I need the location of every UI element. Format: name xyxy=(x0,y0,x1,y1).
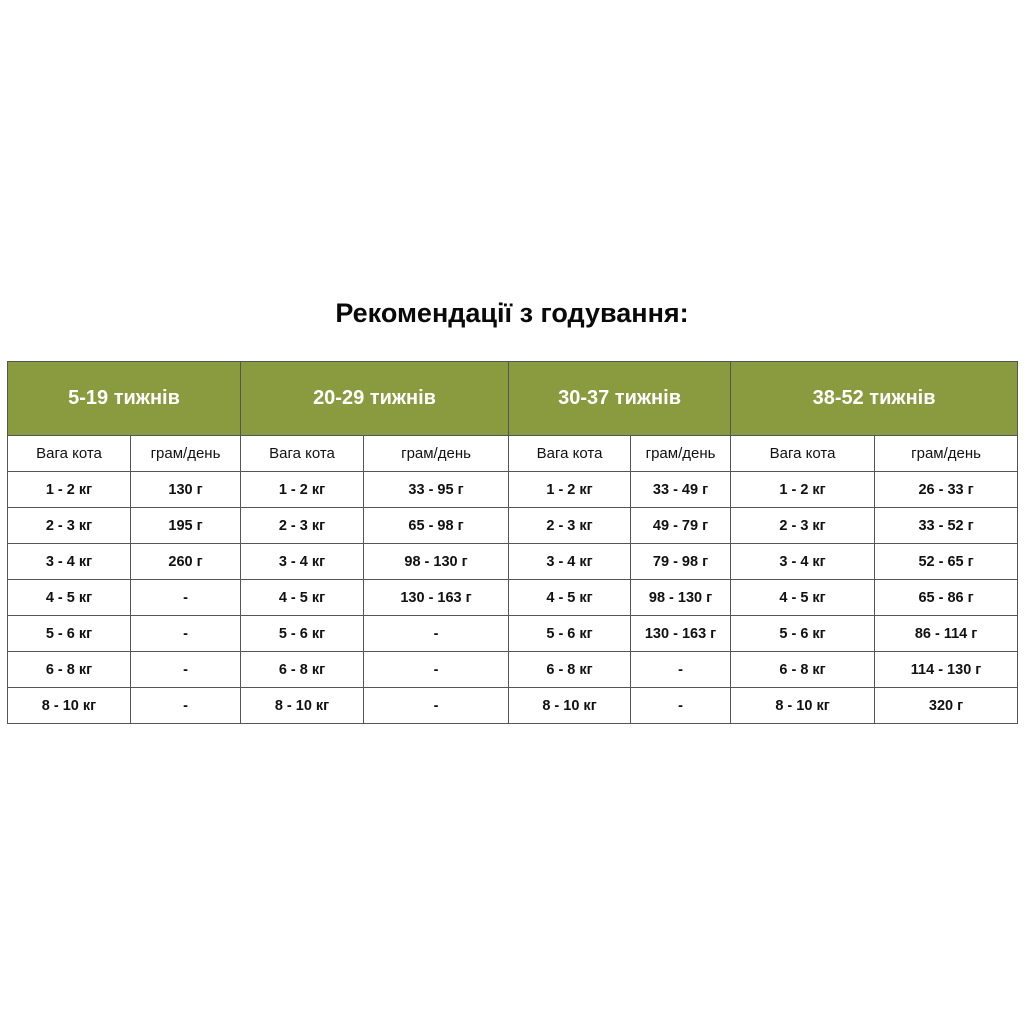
group-header-20-29: 20-29 тижнів xyxy=(241,362,509,436)
amount-cell: - xyxy=(131,616,241,652)
column-header-weight: Вага кота xyxy=(509,436,631,472)
table-row xyxy=(8,472,1018,508)
amount-cell: 114 - 130 г xyxy=(875,652,1018,688)
amount-cell: 65 - 86 г xyxy=(875,580,1018,616)
weight-cell: 3 - 4 кг xyxy=(509,544,631,580)
amount-cell: - xyxy=(631,688,731,724)
amount-cell: 26 - 33 г xyxy=(875,472,1018,508)
page-title: Рекомендації з годування: xyxy=(335,298,689,328)
weight-cell: 1 - 2 кг xyxy=(8,472,131,508)
weight-cell: 2 - 3 кг xyxy=(509,508,631,544)
amount-cell: 65 - 98 г xyxy=(364,508,509,544)
weight-cell: 4 - 5 кг xyxy=(731,580,875,616)
amount-cell: 33 - 95 г xyxy=(364,472,509,508)
amount-cell: 130 - 163 г xyxy=(631,616,731,652)
amount-cell: - xyxy=(131,652,241,688)
amount-cell: - xyxy=(631,652,731,688)
amount-cell: 79 - 98 г xyxy=(631,544,731,580)
weight-cell: 2 - 3 кг xyxy=(731,508,875,544)
table-row xyxy=(8,508,1018,544)
amount-cell: - xyxy=(364,652,509,688)
weight-cell: 5 - 6 кг xyxy=(8,616,131,652)
amount-cell: 98 - 130 г xyxy=(631,580,731,616)
amount-cell: - xyxy=(131,688,241,724)
feeding-table xyxy=(7,361,1018,724)
weight-cell: 1 - 2 кг xyxy=(241,472,364,508)
weight-cell: 6 - 8 кг xyxy=(731,652,875,688)
weight-cell: 6 - 8 кг xyxy=(509,652,631,688)
amount-cell: 130 г xyxy=(131,472,241,508)
amount-cell: 33 - 49 г xyxy=(631,472,731,508)
table-row xyxy=(8,580,1018,616)
amount-cell: 86 - 114 г xyxy=(875,616,1018,652)
column-header-amount: грам/день xyxy=(364,436,509,472)
column-header-amount: грам/день xyxy=(875,436,1018,472)
table-row xyxy=(8,544,1018,580)
table-row xyxy=(8,688,1018,724)
column-header-amount: грам/день xyxy=(131,436,241,472)
column-header-amount: грам/день xyxy=(631,436,731,472)
group-header-5-19: 5-19 тижнів xyxy=(8,362,241,436)
weight-cell: 8 - 10 кг xyxy=(8,688,131,724)
column-header-weight: Вага кота xyxy=(241,436,364,472)
amount-cell: - xyxy=(364,688,509,724)
amount-cell: 33 - 52 г xyxy=(875,508,1018,544)
amount-cell: 98 - 130 г xyxy=(364,544,509,580)
weight-cell: 2 - 3 кг xyxy=(241,508,364,544)
amount-cell: 130 - 163 г xyxy=(364,580,509,616)
weight-cell: 4 - 5 кг xyxy=(509,580,631,616)
weight-cell: 5 - 6 кг xyxy=(509,616,631,652)
weight-cell: 6 - 8 кг xyxy=(8,652,131,688)
table-body xyxy=(8,472,1018,724)
group-header-38-52: 38-52 тижнів xyxy=(731,362,1018,436)
amount-cell: - xyxy=(364,616,509,652)
table-row xyxy=(8,616,1018,652)
amount-cell: - xyxy=(131,580,241,616)
amount-cell: 49 - 79 г xyxy=(631,508,731,544)
column-header-weight: Вага кота xyxy=(8,436,131,472)
weight-cell: 3 - 4 кг xyxy=(731,544,875,580)
weight-cell: 2 - 3 кг xyxy=(8,508,131,544)
amount-cell: 52 - 65 г xyxy=(875,544,1018,580)
weight-cell: 8 - 10 кг xyxy=(509,688,631,724)
weight-cell: 5 - 6 кг xyxy=(731,616,875,652)
weight-cell: 6 - 8 кг xyxy=(241,652,364,688)
group-header-30-37: 30-37 тижнів xyxy=(509,362,731,436)
weight-cell: 3 - 4 кг xyxy=(8,544,131,580)
weight-cell: 8 - 10 кг xyxy=(241,688,364,724)
weight-cell: 4 - 5 кг xyxy=(241,580,364,616)
weight-cell: 4 - 5 кг xyxy=(8,580,131,616)
amount-cell: 195 г xyxy=(131,508,241,544)
weight-cell: 8 - 10 кг xyxy=(731,688,875,724)
column-header-weight: Вага кота xyxy=(731,436,875,472)
weight-cell: 1 - 2 кг xyxy=(509,472,631,508)
weight-cell: 5 - 6 кг xyxy=(241,616,364,652)
weight-cell: 3 - 4 кг xyxy=(241,544,364,580)
group-header-row xyxy=(8,362,1018,436)
table-row xyxy=(8,652,1018,688)
amount-cell: 260 г xyxy=(131,544,241,580)
weight-cell: 1 - 2 кг xyxy=(731,472,875,508)
subheader-row xyxy=(8,436,1018,472)
amount-cell: 320 г xyxy=(875,688,1018,724)
